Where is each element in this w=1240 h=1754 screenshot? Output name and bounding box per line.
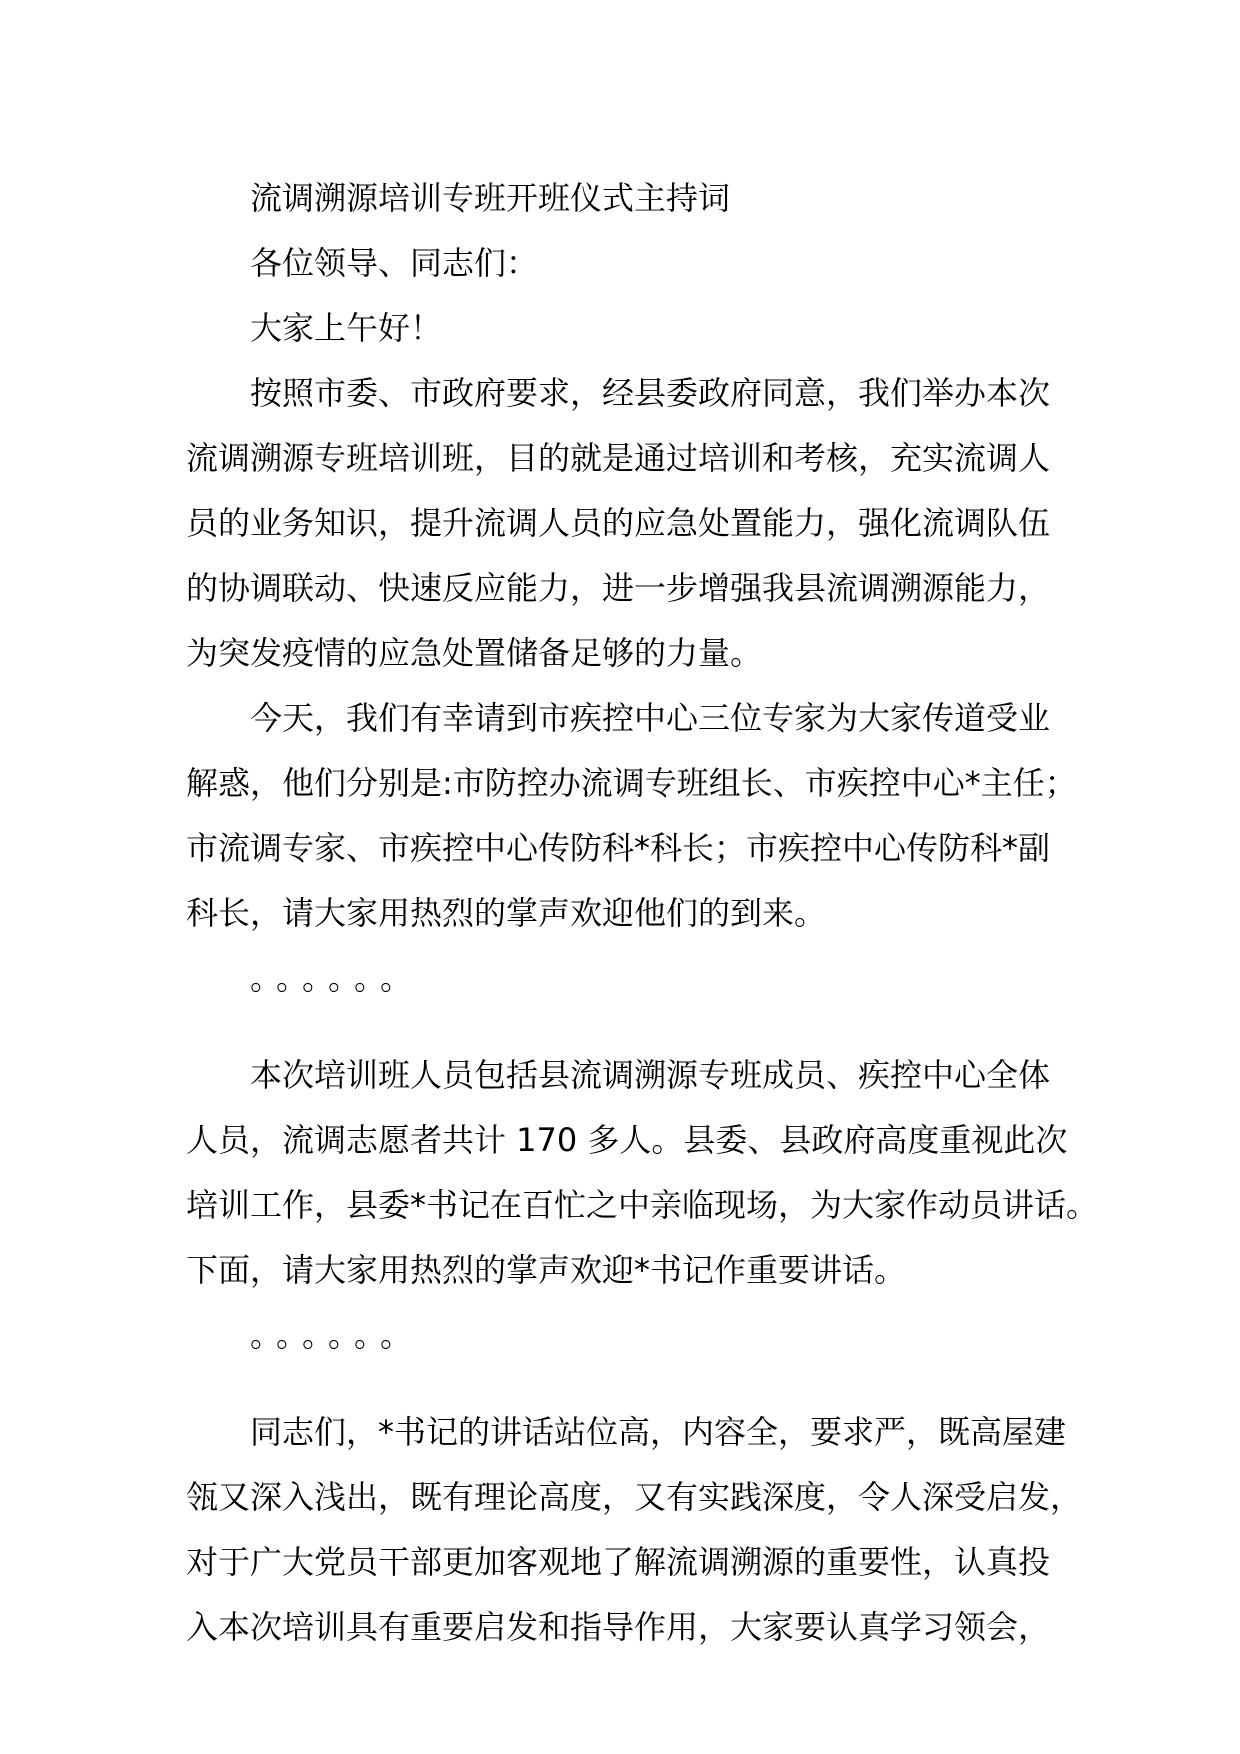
paragraph-line: 培训工作，县委*书记在百忙之中亲临现场，为大家作动员讲话。	[186, 1186, 1099, 1224]
paragraph-line: 员的业务知识，提升流调人员的应急处置能力，强化流调队伍	[186, 504, 1051, 542]
paragraph-line: 对于广大党员干部更加客观地了解流调溯源的重要性，认真投	[186, 1543, 1051, 1581]
ellipsis-1: 。。。。。。	[250, 959, 423, 997]
paragraph-line: 的协调联动、快速反应能力，进一步增强我县流调溯源能力，	[186, 569, 1051, 607]
salutation: 大家上午好！	[250, 309, 443, 347]
greeting: 各位领导、同志们：	[250, 244, 539, 282]
paragraph-4	[186, 1400, 1086, 1660]
document-title: 流调溯源培训专班开班仪式主持词	[250, 179, 731, 217]
paragraph-line: 为突发疫情的应急处置储备足够的力量。	[186, 634, 763, 672]
paragraph-line: 瓴又深入浅出，既有理论高度，又有实践深度，令人深受启发，	[186, 1478, 1083, 1516]
document-page	[186, 166, 1099, 1660]
paragraph-line: 按照市委、市政府要求，经县委政府同意，我们举办本次	[250, 374, 1051, 412]
paragraph-line: 流调溯源专班培训班，目的就是通过培训和考核，充实流调人	[186, 439, 1051, 477]
ellipsis-2: 。。。。。。	[250, 1316, 423, 1354]
paragraph-1	[186, 361, 1086, 686]
paragraph-line: 市流调专家、市疾控中心传防科*科长；市疾控中心传防科*副	[186, 829, 1051, 867]
paragraph-3	[186, 1043, 1099, 1303]
paragraph-line: 下面，请大家用热烈的掌声欢迎*书记作重要讲话。	[186, 1251, 907, 1289]
paragraph-2	[186, 686, 1086, 946]
paragraph-line: 本次培训班人员包括县流调溯源专班成员、疾控中心全体	[250, 1056, 1051, 1094]
paragraph-line: 今天，我们有幸请到市疾控中心三位专家为大家传道受业	[250, 699, 1051, 737]
paragraph-line: 同志们，*书记的讲话站位高，内容全，要求严，既高屋建	[250, 1413, 1067, 1451]
paragraph-line: 入本次培训具有重要启发和指导作用，大家要认真学习领会，	[186, 1608, 1051, 1646]
paragraph-line: 人员，流调志愿者共计 170 多人。县委、县政府高度重视此次	[186, 1121, 1068, 1159]
paragraph-line: 科长，请大家用热烈的掌声欢迎他们的到来。	[186, 894, 827, 932]
paragraph-line: 解惑，他们分别是:市防控办流调专班组长、市疾控中心*主任；	[186, 764, 1077, 802]
